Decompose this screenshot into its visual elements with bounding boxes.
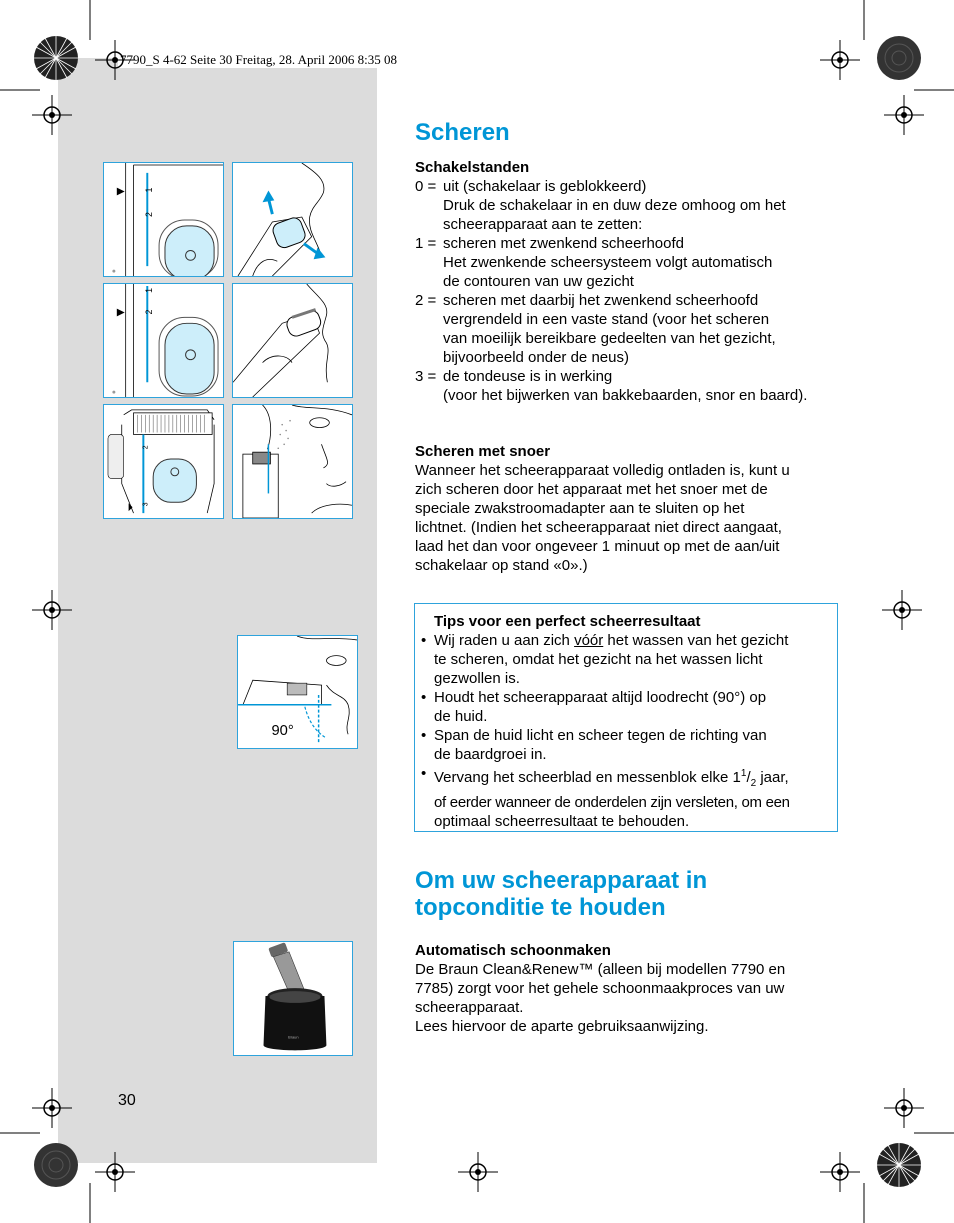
shaving-swivel-figure — [232, 162, 353, 277]
switch-item: 1 = scheren met zwenkend scheerhoofd — [415, 235, 684, 252]
tip-item: • Houdt het scheerapparaat altijd loodrecht (90°) op — [421, 689, 767, 706]
switch-item: 3 = de tondeuse is in werking — [415, 368, 613, 385]
tips-heading: Tips voor een perfect scheerresultaat — [434, 613, 701, 630]
switch-positions-heading: Schakelstanden — [415, 159, 530, 176]
shaving-under-nose-figure — [232, 283, 353, 398]
switch-item-text: Druk de schakelaar in en duw deze omhoog om het — [443, 197, 786, 214]
tip-item: • Wij raden u aan zich vóór het wassen van het gezicht — [421, 632, 789, 649]
switch-item-text: scheerapparaat aan te zetten: — [443, 216, 643, 233]
title-line: Om uw scheerapparaat in — [415, 867, 708, 894]
switch-item-text: Het zwenkende scheersysteem volgt automatisch — [443, 254, 773, 271]
tip-text: of eerder wanneer de onderdelen zijn versleten, om een — [434, 794, 790, 811]
switch-position-1-figure — [103, 162, 224, 277]
switch-item-text: (voor het bijwerken van bakkebaarden, snor en baard). — [443, 387, 808, 404]
cord-heading: Scheren met snoer — [415, 443, 551, 460]
tip-item: • Vervang het scheerblad en messenblok elke $1^1/_2$ jaar, — [421, 765, 789, 789]
section-title-maintenance — [415, 867, 707, 921]
switch-label-1: 1 — [144, 187, 155, 193]
auto-clean-text-line: Lees hiervoor de aparte gebruiksaanwijzing. — [415, 1018, 709, 1035]
switch-item: 2 = scheren met daarbij het zwenkend scheerhoofd — [415, 292, 759, 309]
cord-section — [415, 442, 845, 575]
trimmer-sideburn-figure — [232, 404, 353, 519]
cord-text-line: laad het dan voor ongeveer 1 minuut op met de aan/uit — [415, 538, 780, 555]
cord-text-line: Wanneer het scheerapparaat volledig ontladen is, kunt u — [415, 462, 790, 479]
auto-clean-text-line: 7785) zorgt voor het gehele schoonmaakproces van uw — [415, 980, 785, 997]
tip-text: te scheren, omdat het gezicht na het wassen licht — [434, 651, 763, 668]
switch-label-3: 3 — [142, 502, 150, 507]
cord-text-line: speciale zwakstroomadapter aan te sluiten op het — [415, 500, 745, 517]
tip-item: • Span de huid licht en scheer tegen de richting van — [421, 727, 767, 744]
auto-clean-text-line: scheerapparaat. — [415, 999, 524, 1016]
tips-box — [414, 603, 838, 832]
angle-label: 90° — [271, 723, 294, 740]
section-title-scheren: Scheren — [415, 119, 510, 146]
switch-label-2: 2 — [144, 212, 155, 218]
switch-item-text: van moeilijk bereikbare gedeelten van het gezicht, — [443, 330, 776, 347]
auto-clean-section — [415, 941, 845, 1036]
switch-label-1: 1 — [144, 287, 155, 293]
tip-text: gezwollen is. — [434, 670, 520, 687]
switch-position-2-figure — [103, 283, 224, 398]
switch-positions-section — [415, 158, 845, 405]
switch-item: 0 = uit (schakelaar is geblokkeerd) — [415, 178, 647, 195]
switch-label-2: 2 — [142, 445, 150, 450]
title-line: topconditie te houden — [415, 894, 666, 921]
cord-text-line: zich scheren door het apparaat met het snoer met de — [415, 481, 768, 498]
angle-90-figure — [237, 635, 358, 749]
brand-logo: Braun — [288, 1034, 299, 1040]
auto-clean-heading: Automatisch schoonmaken — [415, 942, 611, 959]
switch-item-text: de contouren van uw gezicht — [443, 273, 634, 290]
page-number: 30 — [118, 1092, 136, 1109]
clean-renew-station-figure — [233, 941, 353, 1056]
cord-text-line: lichtnet. (Indien het scheerapparaat niet direct aangaat, — [415, 519, 782, 536]
switch-item-text: vergrendeld in een vaste stand (voor het scheren — [443, 311, 770, 328]
switch-item-text: bijvoorbeeld onder de neus) — [443, 349, 629, 366]
tip-text: optimaal scheerresultaat te behouden. — [434, 813, 690, 830]
cord-text-line: schakelaar op stand «0».) — [415, 557, 588, 574]
print-header: 7790_S 4-62 Seite 30 Freitag, 28. April 2006 8:35 08 — [120, 52, 397, 67]
tip-text: de baardgroei in. — [434, 746, 547, 763]
tip-text: de huid. — [434, 708, 488, 725]
switch-position-3-figure — [103, 404, 224, 519]
auto-clean-text-line: De Braun Clean&Renew™ (alleen bij modellen 7790 en — [415, 961, 786, 978]
switch-label-2: 2 — [144, 309, 155, 315]
